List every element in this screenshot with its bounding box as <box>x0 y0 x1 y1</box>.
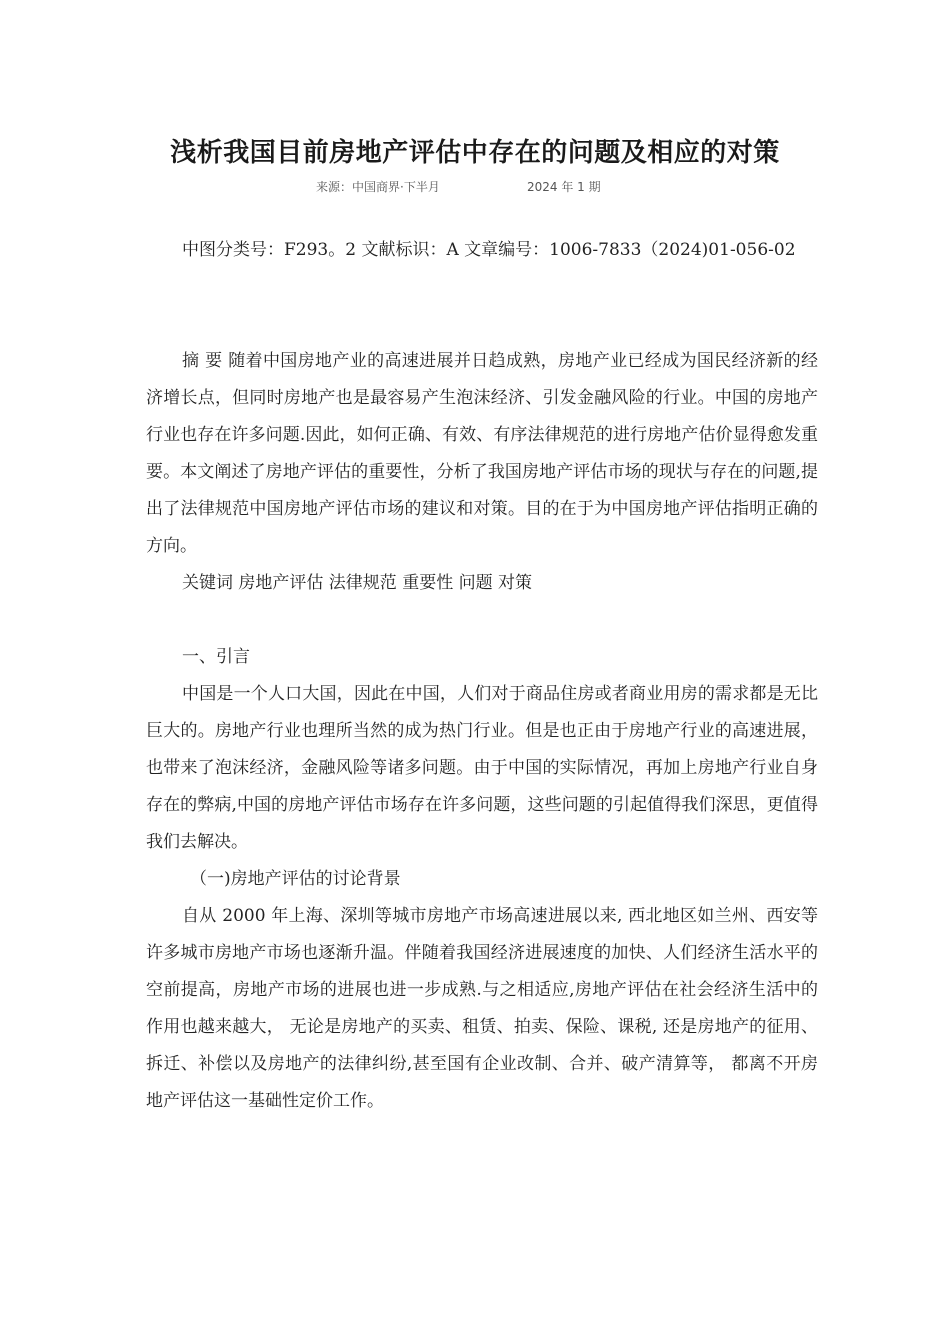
subsection-heading-background: （一)房地产评估的讨论背景 <box>190 869 401 889</box>
spacer <box>146 602 818 639</box>
article-source: 来源：中国商界·下半月 <box>316 180 440 194</box>
abstract-paragraph: 摘 要 随着中国房地产业的高速进展并日趋成熟，房地产业已经成为国民经济新的经济增长点，但同时房地产也是最容易产生泡沫经济、引发金融风险的行业。中国的房地产行业也存在许多问题.因此，如何正确、有效、有序法律规范的进行房地产估价显得愈发重要。本文阐述了房地产评估的重要性，分析了我国房地产评估市场的现状与存在的问题,提出了法律规范中国房地产评估市场的建议和对策。目的在于为中国房地产评估指明正确的方向。 <box>146 351 818 556</box>
spacer <box>146 269 818 343</box>
article-issue: 2024 年 1 期 <box>527 180 601 194</box>
section-heading-introduction: 一、引言 <box>182 647 250 667</box>
article-title: 浅析我国目前房地产评估中存在的问题及相应的对策 <box>170 138 780 168</box>
article-body <box>146 232 818 1120</box>
background-paragraph: 自从 2000 年上海、深圳等城市房地产市场高速进展以来, 西北地区如兰州、西安等许多城市房地产市场也逐渐升温。伴随着我国经济进展速度的加快、人们经济生活水平的空前提高，房地产市场的进展也进一步成熟.与之相适应,房地产评估在社会经济生活中的作用也越来越大， 无论是房地产的买卖、租赁、拍卖、保险、课税, 还是房地产的征用、拆迁、补偿以及房地产的法律纠纷,甚至国有企业改制、合并、破产清算等， 都离不开房地产评估这一基础性定价工作。 <box>146 906 818 1111</box>
introduction-paragraph: 中国是一个人口大国，因此在中国，人们对于商品住房或者商业用房的需求都是无比巨大的。房地产行业也理所当然的成为热门行业。但是也正由于房地产行业的高速进展，也带来了泡沫经济，金融风险等诸多问题。由于中国的实际情况，再加上房地产行业自身存在的弊病,中国的房地产评估市场存在许多问题，这些问题的引起值得我们深思，更值得我们去解决。 <box>146 684 818 852</box>
classification-line: 中图分类号：F293。2 文献标识：A 文章编号：1006-7833（2024)01-056-02 <box>182 240 796 260</box>
keywords-line: 关键词 房地产评估 法律规范 重要性 问题 对策 <box>182 573 533 593</box>
